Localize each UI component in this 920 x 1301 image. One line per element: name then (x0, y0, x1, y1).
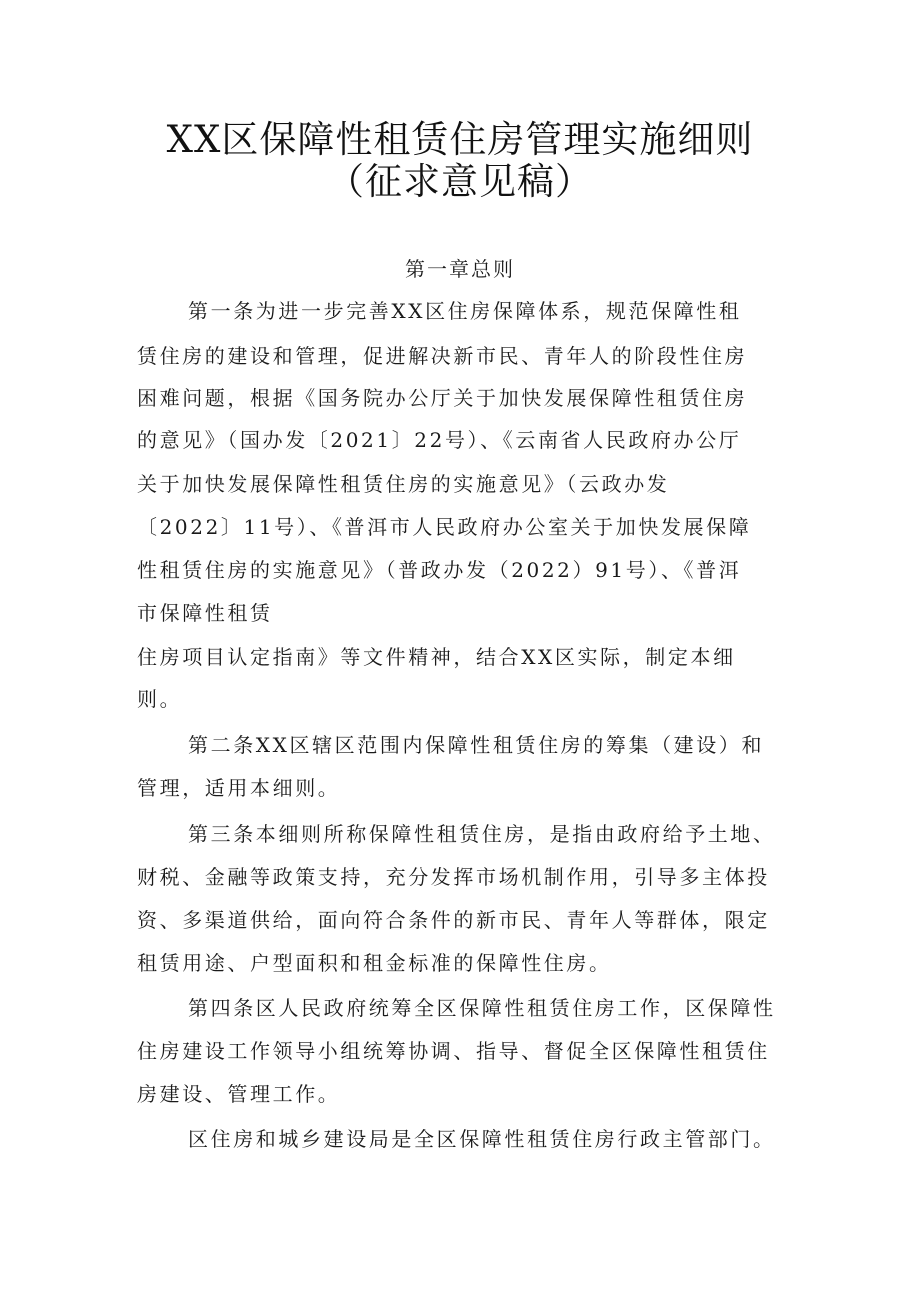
text-line: 性租赁住房的实施意见》（普政办发（2022）91号）、《普洱 (137, 558, 742, 582)
text-line: 管理，适用本细则。 (137, 776, 341, 800)
text-line: 关于加快发展保障性租赁住房的实施意见》（云政办发 (137, 472, 670, 496)
document-subtitle: （征求意见稿） (327, 160, 593, 203)
text-line: 市保障性租赁 (137, 601, 273, 625)
text-line: 第一条为进一步完善XX区住房保障体系，规范保障性租 (188, 299, 742, 323)
text-line: 财税、金融等政策支持，充分发挥市场机制作用，引导多主体投 (137, 865, 770, 889)
text-line: 则。 (137, 687, 183, 711)
text-line: 资、多渠道供给，面向符合条件的新市民、青年人等群体，限定 (137, 908, 770, 932)
text-line: 第四条区人民政府统筹全区保障性租赁住房工作，区保障性 (188, 996, 776, 1020)
text-line: 的意见》（国办发〔2021〕22号）、《云南省人民政府办公厅 (137, 428, 742, 452)
text-line: 区住房和城乡建设局是全区保障性租赁住房行政主管部门。 (188, 1127, 776, 1151)
document-title: XX区保障性租赁住房管理实施细则 (166, 118, 754, 161)
text-line: 住房项目认定指南》等文件精神，结合XX区实际，制定本细 (137, 645, 736, 669)
text-line: 住房建设工作领导小组统筹协调、指导、督促全区保障性租赁住 (137, 1039, 770, 1063)
chapter-heading: 第一章总则 (405, 257, 515, 281)
text-line: 第三条本细则所称保障性租赁住房，是指由政府给予土地、 (188, 822, 776, 846)
text-line: 困难问题，根据《国务院办公厅关于加快发展保障性租赁住房 (137, 386, 748, 410)
text-line: 租赁用途、户型面积和租金标准的保障性住房。 (137, 951, 612, 975)
text-line: 赁住房的建设和管理，促进解决新市民、青年人的阶段性住房 (137, 344, 748, 368)
text-line: 房建设、管理工作。 (137, 1082, 341, 1106)
text-line: 第二条XX区辖区范围内保障性租赁住房的筹集（建设）和 (188, 733, 765, 757)
text-line: 〔2022〕11号）、《普洱市人民政府办公室关于加快发展保障 (137, 515, 752, 539)
